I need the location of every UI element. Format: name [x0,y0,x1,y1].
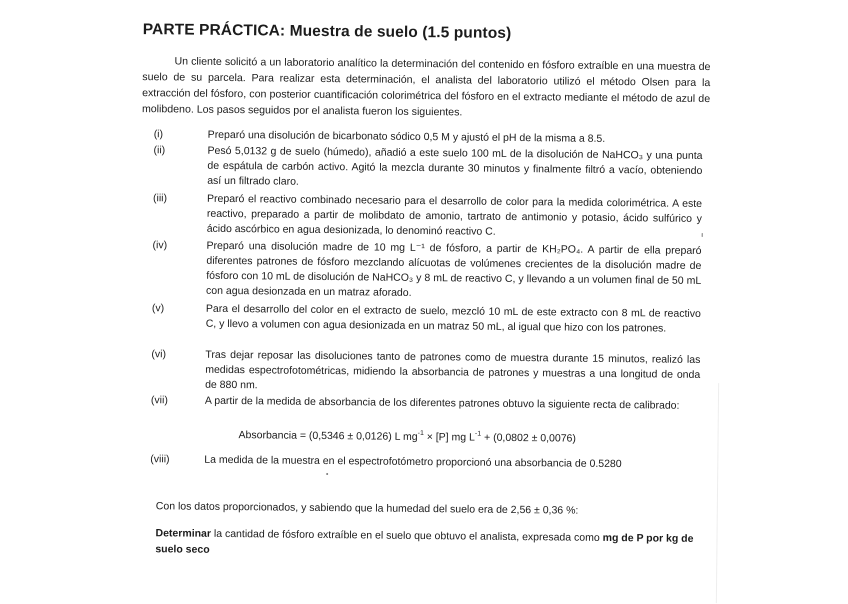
calibration-equation [239,429,576,445]
step-number: (vi) [151,348,167,361]
step-text: A partir de la medida de absorbancia de los diferentes patrones obtuvo la siguiente recta de calibrado: [204,394,680,412]
step-text: Pesó 5,0132 g de suelo (húmedo), añadió a este suelo 100 mL de la disolución de NaHCO₃ y una punta de espátula de carbón activo. Agitó la mezcla durante 30 minutos y finalmente filtró a vacío, obteniendo así un filtrado claro. [207,144,703,188]
list-item [142,127,712,145]
equation-rhs: + (0,0802 ± 0,0076) [481,431,576,445]
step-number: (viii) [150,453,170,466]
step-number: (vii) [150,394,168,407]
step-number: (iii) [152,192,168,205]
task-text: la cantidad de fósforo extraíble en el suelo que obtuvo el analista, expresada como [210,527,603,544]
scan-speck [326,473,328,475]
step-text: Preparó el reactivo combinado necesario para el desarrollo de color para la medida colorimétrica. A este reactivo, preparado a partir de molibdato de amonio, tartrato de antimonio y potasio, ácido sulfúrico y ácido ascórbico en agua desionizada, lo denominó reactivo C. [206,192,703,238]
intro-paragraph: Un cliente solicitó a un laboratorio analítico la determinación del contenido en fósforo extraíble en una muestra de suelo de su parcela. Para realizar esta determinación, el analista del laboratorio utilizó el método Olsen para la extracción del fósforo, con posterior cuantificación colorimétrica del fósforo en el extracto mediante el método de azul de molibdeno. Los pasos seguidos por el analista fueron los siguientes. [141,55,711,119]
task-verb: Determinar [155,527,212,540]
equation-mid: × [P] mg L [423,431,475,444]
task-paragraph [155,525,707,563]
section-title: PARTE PRÁCTICA: Muestra de suelo (1.5 puntos) [142,21,512,42]
equation-exponent: -1 [417,429,424,438]
scan-speck [702,233,703,237]
step-number: (i) [153,128,164,141]
step-text: Para el desarrollo del color en el extracto de suelo, mezcló 10 mL de este extracto con 8 mL de reactivo C, y llevo a volumen con agua desionizada en un matraz 50 mL, al igual que hizo con los patrones. [205,302,701,335]
task-units: mg de P por kg de suelo seco [155,531,694,556]
step-number: (v) [151,302,165,315]
step-text: Preparó una disolución de bicarbonato sódico 0,5 M y ajustó el pH de la misma a 8.5. [207,128,606,145]
step-number: (iv) [152,239,168,252]
step-text: Tras dejar reposar las disoluciones tanto de patrones como de muestra durante 15 minutos, realizó las medidas espectrofotométricas, midiendo la absorbancia de patrones y muestras a una longitud de onda de 880 nm. [205,348,701,392]
step-number: (ii) [153,144,166,157]
conditions-paragraph: Con los datos proporcionados, y sabiendo que la humedad del suelo era de 2,56 ± 0,36 %: [155,500,579,517]
step-text: La medida de la muestra en el espectrofotómetro proporcionó una absorbancia de 0.5280 [204,453,622,471]
scan-edge [716,383,719,603]
equation-lhs: Absorbancia = (0,5346 ± 0,0126) L mg [238,429,418,443]
equation-exponent: -1 [474,430,482,438]
step-text: Preparó una disolución madre de 10 mg L⁻¹ de fósforo, a partir de KH₂PO₄. A partir de ella preparó diferentes patrones de fósforo mezclando alícuotas de volúmenes crecientes de la disolución madre de fósforo con 10 mL de disolución de NaHCO₃ y 8 mL de reactivo C, y llevando a un volumen final de 50 mL con agua desionzada en un matraz aforado. [206,239,702,299]
list-item [138,452,708,471]
list-item [139,347,709,392]
